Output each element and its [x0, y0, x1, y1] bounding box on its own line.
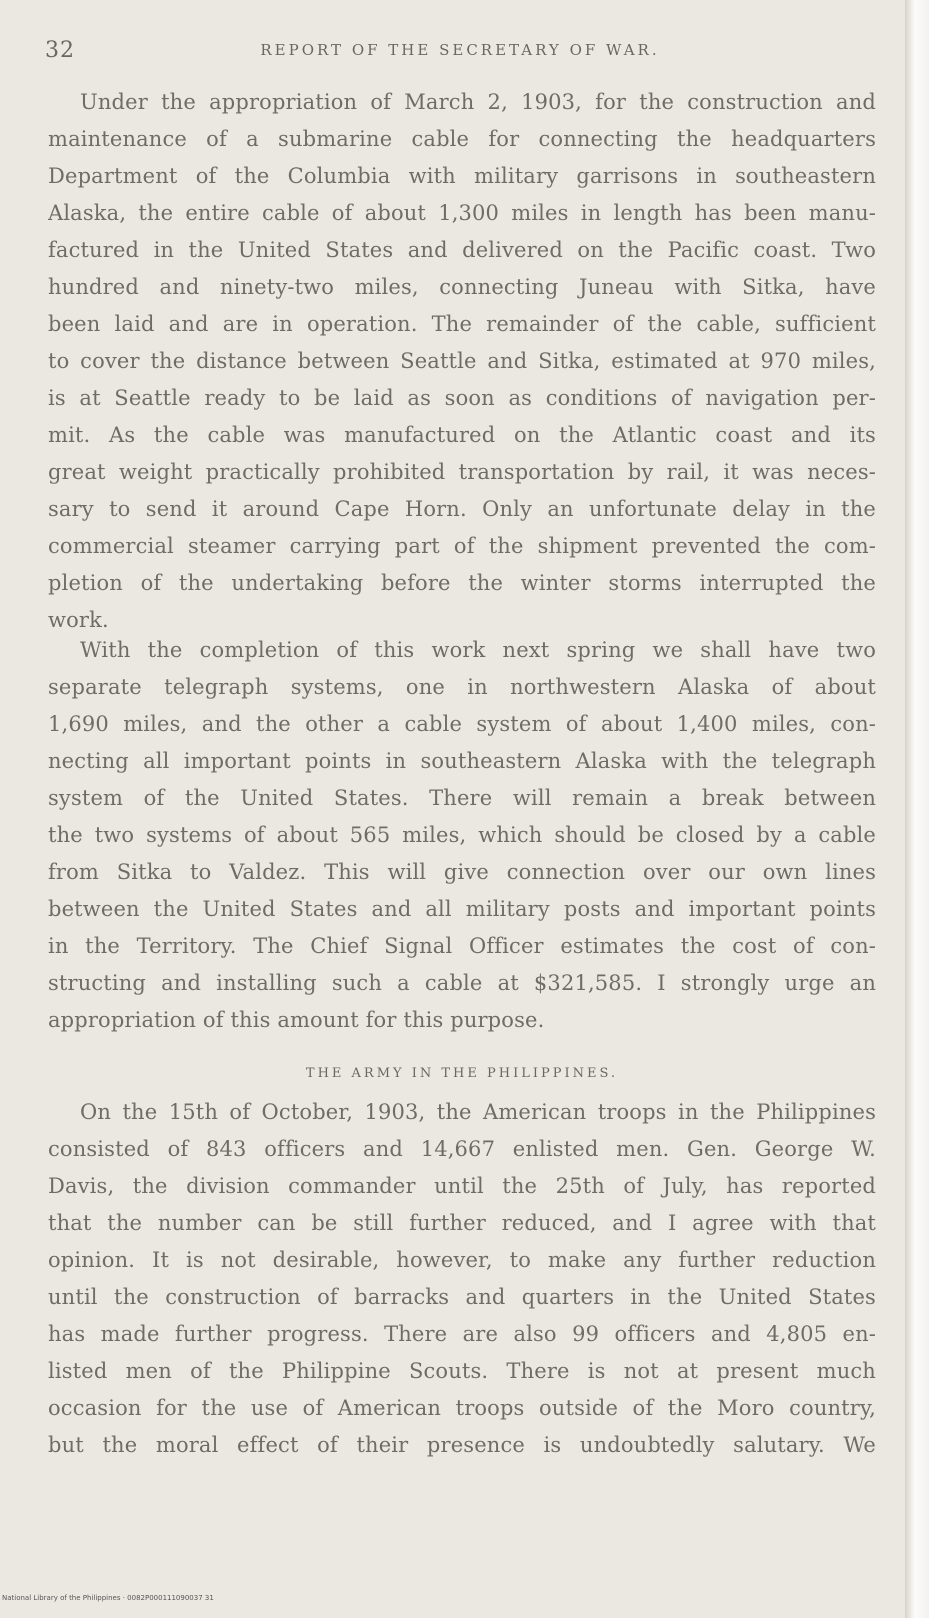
- text-line: work.: [48, 608, 109, 632]
- text-line: between the United States and all military posts and important points: [48, 897, 876, 921]
- text-line: but the moral effect of their presence is undoubtedly salutary. We: [48, 1433, 876, 1457]
- text-line: separate telegraph systems, one in northwestern Alaska of about: [48, 675, 876, 699]
- page-edge: [905, 0, 929, 1618]
- paragraph-telegraph: [48, 632, 876, 1039]
- text-line: in the Territory. The Chief Signal Officer estimates the cost of con-: [48, 934, 876, 958]
- text-line: pletion of the undertaking before the winter storms interrupted the: [48, 571, 876, 595]
- text-line: structing and installing such a cable at $321,585. I strongly urge an: [48, 971, 876, 995]
- library-footer: National Library of the Philippines · 0082P000111090037 31: [2, 1594, 214, 1602]
- text-line: listed men of the Philippine Scouts. There is not at present much: [48, 1359, 876, 1383]
- text-line: is at Seattle ready to be laid as soon as conditions of navigation per-: [48, 386, 876, 410]
- section-heading: THE ARMY IN THE PHILIPPINES.: [305, 1066, 619, 1081]
- text-line: the two systems of about 565 miles, which should be closed by a cable: [48, 823, 876, 847]
- text-line: mit. As the cable was manufactured on the Atlantic coast and its: [48, 423, 876, 447]
- text-line: system of the United States. There will remain a break between: [48, 786, 876, 810]
- text-line: Under the appropriation of March 2, 1903, for the construction and: [80, 90, 876, 114]
- text-line: until the construction of barracks and quarters in the United States: [48, 1285, 876, 1309]
- text-line: from Sitka to Valdez. This will give connection over our own lines: [48, 860, 876, 884]
- running-head: REPORT OF THE SECRETARY OF WAR.: [260, 41, 660, 59]
- text-line: 1,690 miles, and the other a cable system of about 1,400 miles, con-: [48, 712, 876, 736]
- text-line: consisted of 843 officers and 14,667 enlisted men. Gen. George W.: [48, 1137, 876, 1161]
- text-line: that the number can be still further reduced, and I agree with that: [48, 1211, 876, 1235]
- text-line: sary to send it around Cape Horn. Only an unfortunate delay in the: [48, 497, 876, 521]
- text-line: On the 15th of October, 1903, the American troops in the Philippines: [80, 1100, 876, 1124]
- text-line: hundred and ninety-two miles, connecting Juneau with Sitka, have: [48, 275, 876, 299]
- text-line: has made further progress. There are also 99 officers and 4,805 en-: [48, 1322, 876, 1346]
- text-line: Davis, the division commander until the 25th of July, has reported: [48, 1174, 876, 1198]
- text-line: great weight practically prohibited transportation by rail, it was neces-: [48, 460, 876, 484]
- text-line: occasion for the use of American troops outside of the Moro country,: [48, 1396, 876, 1420]
- text-line: With the completion of this work next spring we shall have two: [80, 638, 876, 662]
- text-line: necting all important points in southeastern Alaska with the telegraph: [48, 749, 876, 773]
- text-line: to cover the distance between Seattle and Sitka, estimated at 970 miles,: [48, 349, 876, 373]
- paragraph-cable: [48, 84, 876, 639]
- paragraph-philippines: [48, 1094, 876, 1464]
- text-line: maintenance of a submarine cable for connecting the headquarters: [48, 127, 876, 151]
- text-line: Alaska, the entire cable of about 1,300 miles in length has been manu-: [48, 201, 876, 225]
- page-number: 32: [45, 38, 75, 63]
- text-line: opinion. It is not desirable, however, to make any further reduction: [48, 1248, 876, 1272]
- text-line: commercial steamer carrying part of the shipment prevented the com-: [48, 534, 876, 558]
- text-line: appropriation of this amount for this purpose.: [48, 1008, 545, 1032]
- text-line: Department of the Columbia with military garrisons in southeastern: [48, 164, 876, 188]
- page-header: [45, 38, 875, 68]
- text-line: been laid and are in operation. The remainder of the cable, sufficient: [48, 312, 876, 336]
- text-line: factured in the United States and delivered on the Pacific coast. Two: [48, 238, 876, 262]
